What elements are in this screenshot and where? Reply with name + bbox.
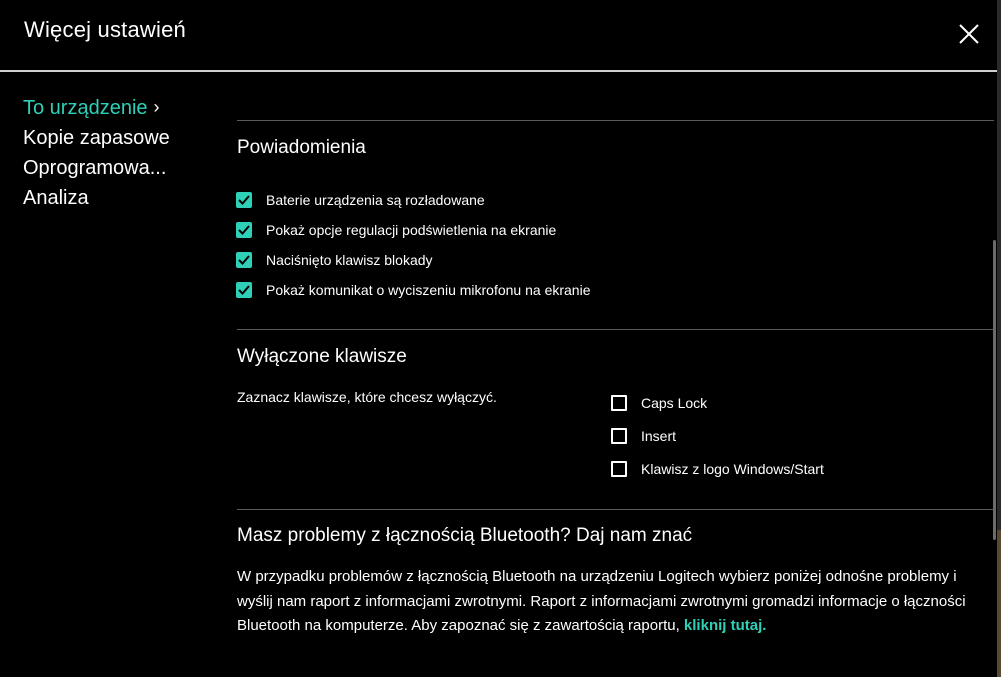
section-divider <box>237 329 994 330</box>
notification-option-mic-mute[interactable] <box>236 279 591 301</box>
section-divider <box>237 509 994 510</box>
sidebar-item-software[interactable] <box>23 153 170 183</box>
notification-option-battery[interactable] <box>236 189 485 211</box>
section-divider <box>237 120 994 121</box>
key-option-caps-lock[interactable] <box>611 392 707 414</box>
key-option-insert[interactable] <box>611 425 676 447</box>
chevron-right-icon: › <box>153 97 160 117</box>
key-option-windows-logo[interactable] <box>611 458 824 480</box>
scrollbar[interactable] <box>993 240 996 540</box>
checkbox-checked[interactable] <box>236 282 252 298</box>
sidebar-item-analytics[interactable] <box>23 183 170 213</box>
notification-option-backlight[interactable] <box>236 219 556 241</box>
dialog-title: Więcej ustawień <box>24 17 186 42</box>
sidebar-item-label: Kopie zapasowe <box>23 127 170 149</box>
checkbox-checked[interactable] <box>236 252 252 268</box>
option-label: Naciśnięto klawisz blokady <box>266 252 433 268</box>
checkbox-unchecked[interactable] <box>611 461 627 477</box>
option-label: Insert <box>641 428 677 444</box>
option-label: Caps Lock <box>641 395 708 411</box>
close-icon[interactable] <box>957 22 981 46</box>
click-here-link[interactable]: kliknij tutaj. <box>683 617 767 634</box>
option-label: Pokaż opcje regulacji podświetlenia na ekranie <box>266 222 557 238</box>
checkbox-unchecked[interactable] <box>611 395 627 411</box>
bluetooth-body-text: W przypadku problemów z łącznością Bluetooth na urządzeniu Logitech wybierz poniżej odnośne problemy i wyślij nam raport z informacjami zwrotnymi. Raport z informacjami zwrotnymi gromadzi informacje o łączności Bluetooth na komputerze. Aby zapoznać się z zawartością raportu, <box>237 568 966 634</box>
sidebar-item-backups[interactable] <box>23 123 170 153</box>
disabled-keys-heading: Wyłączone klawisze <box>237 346 407 367</box>
notifications-heading: Powiadomienia <box>237 137 366 158</box>
bluetooth-description <box>237 565 977 639</box>
option-label: Pokaż komunikat o wyciszeniu mikrofonu na ekranie <box>266 282 591 298</box>
bluetooth-heading: Masz problemy z łącznością Bluetooth? Daj nam znać <box>237 525 693 546</box>
dialog-header <box>0 0 997 70</box>
disabled-keys-description: Zaznacz klawisze, które chcesz wyłączyć. <box>237 389 497 405</box>
checkbox-checked[interactable] <box>236 222 252 238</box>
option-label: Baterie urządzenia są rozładowane <box>266 192 485 208</box>
sidebar-nav <box>23 92 170 213</box>
sidebar-item-this-device[interactable] <box>23 92 170 123</box>
option-label: Klawisz z logo Windows/Start <box>641 461 824 477</box>
sidebar-item-label: Oprogramowa... <box>23 157 167 179</box>
notification-option-lock-key[interactable] <box>236 249 433 271</box>
header-divider <box>0 70 997 72</box>
window-edge <box>997 0 1001 677</box>
checkbox-checked[interactable] <box>236 192 252 208</box>
sidebar-item-label: Analiza <box>23 187 89 209</box>
checkbox-unchecked[interactable] <box>611 428 627 444</box>
sidebar-item-label: To urządzenie <box>23 97 148 119</box>
